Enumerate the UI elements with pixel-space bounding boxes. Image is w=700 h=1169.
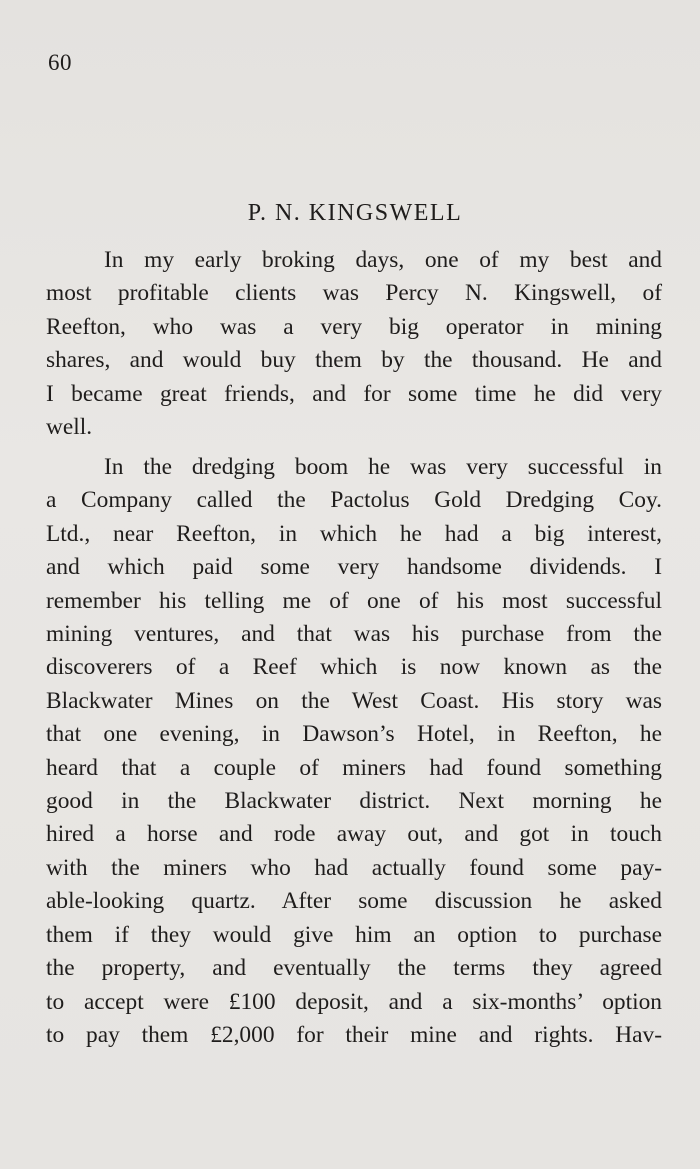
text-line: to pay them £2,000 for their mine and rights. Hav- (46, 1021, 662, 1048)
text-line: them if they would give him an option to purchase (46, 921, 662, 948)
text-line: with the miners who had actually found some pay- (46, 854, 662, 881)
paragraph-2 (46, 451, 662, 1052)
text-line: good in the Blackwater district. Next morning he (46, 788, 662, 815)
text-line: I became great friends, and for some time he did very (46, 380, 662, 407)
text-line: In my early broking days, one of my best and (104, 247, 662, 273)
text-line: In the dredging boom he was very successful in (104, 454, 662, 480)
text-line: the property, and eventually the terms they agreed (46, 955, 662, 982)
text-line: a Company called the Pactolus Gold Dredging Coy. (46, 487, 662, 514)
text-line: heard that a couple of miners had found something (46, 754, 662, 781)
text-line: remember his telling me of one of his most successful (46, 587, 662, 614)
text-line: Blackwater Mines on the West Coast. His story was (46, 687, 662, 714)
text-line: well. (46, 414, 93, 441)
page-number: 60 (48, 50, 72, 75)
text-line: and which paid some very handsome dividends. I (46, 554, 662, 581)
text-line: discoverers of a Reef which is now known as the (46, 654, 662, 681)
text-line: hired a horse and rode away out, and got in touch (46, 821, 662, 848)
text-line: that one evening, in Dawson’s Hotel, in Reefton, he (46, 721, 662, 748)
text-line: Ltd., near Reefton, in which he had a big interest, (46, 520, 662, 547)
text-line: mining ventures, and that was his purchase from the (46, 621, 662, 648)
text-line: to accept were £100 deposit, and a six-months’ option (46, 988, 662, 1015)
text-line: shares, and would buy them by the thousand. He and (46, 347, 662, 374)
text-line: most profitable clients was Percy N. Kingswell, of (46, 280, 662, 307)
text-line: Reefton, who was a very big operator in mining (46, 313, 662, 340)
paragraph-1 (46, 244, 662, 444)
text-line: able-looking quartz. After some discussion he asked (46, 888, 662, 915)
chapter-heading: P. N. KINGSWELL (247, 200, 463, 226)
